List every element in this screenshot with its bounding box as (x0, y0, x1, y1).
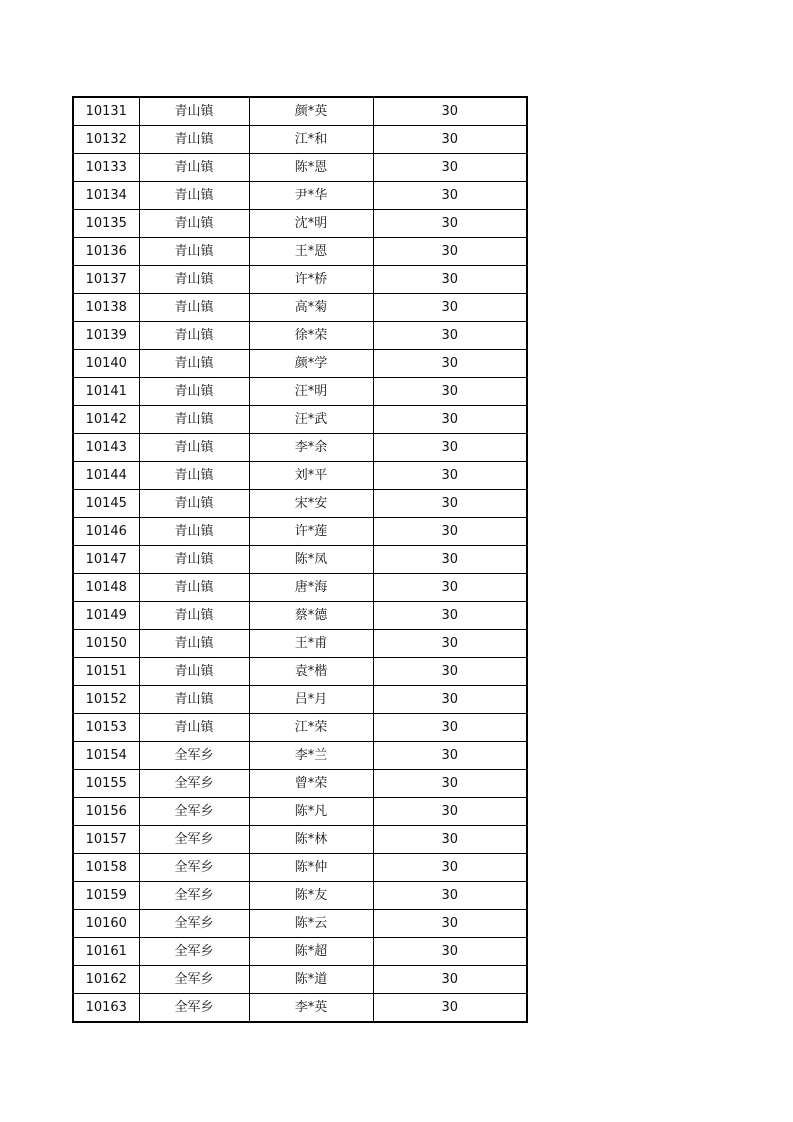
row-id-cell: 10140 (73, 350, 139, 378)
town-cell: 青山镇 (139, 322, 249, 350)
town-cell: 青山镇 (139, 462, 249, 490)
amount-cell: 30 (373, 686, 527, 714)
row-id-cell: 10141 (73, 378, 139, 406)
name-cell: 江*荣 (249, 714, 373, 742)
name-cell: 王*甫 (249, 630, 373, 658)
town-cell: 青山镇 (139, 210, 249, 238)
table-row (73, 994, 527, 1023)
town-cell: 全军乡 (139, 938, 249, 966)
town-cell: 全军乡 (139, 742, 249, 770)
row-id-cell: 10158 (73, 854, 139, 882)
row-id-cell: 10134 (73, 182, 139, 210)
name-cell: 陈*凡 (249, 798, 373, 826)
name-cell: 陈*超 (249, 938, 373, 966)
name-cell: 高*菊 (249, 294, 373, 322)
amount-cell: 30 (373, 97, 527, 126)
row-id-cell: 10155 (73, 770, 139, 798)
amount-cell: 30 (373, 602, 527, 630)
amount-cell: 30 (373, 938, 527, 966)
row-id-cell: 10156 (73, 798, 139, 826)
amount-cell: 30 (373, 266, 527, 294)
table-row (73, 826, 527, 854)
name-cell: 颜*英 (249, 97, 373, 126)
amount-cell: 30 (373, 826, 527, 854)
name-cell: 宋*安 (249, 490, 373, 518)
row-id-cell: 10161 (73, 938, 139, 966)
table-row (73, 462, 527, 490)
row-id-cell: 10154 (73, 742, 139, 770)
amount-cell: 30 (373, 350, 527, 378)
name-cell: 陈*仲 (249, 854, 373, 882)
table-row (73, 714, 527, 742)
name-cell: 颜*学 (249, 350, 373, 378)
amount-cell: 30 (373, 294, 527, 322)
row-id-cell: 10144 (73, 462, 139, 490)
table-row (73, 854, 527, 882)
table-row (73, 966, 527, 994)
amount-cell: 30 (373, 378, 527, 406)
row-id-cell: 10142 (73, 406, 139, 434)
town-cell: 全军乡 (139, 854, 249, 882)
town-cell: 全军乡 (139, 882, 249, 910)
row-id-cell: 10138 (73, 294, 139, 322)
table-row (73, 434, 527, 462)
amount-cell: 30 (373, 182, 527, 210)
town-cell: 全军乡 (139, 770, 249, 798)
row-id-cell: 10150 (73, 630, 139, 658)
name-cell: 陈*凤 (249, 546, 373, 574)
table-row (73, 546, 527, 574)
name-cell: 许*桥 (249, 266, 373, 294)
row-id-cell: 10153 (73, 714, 139, 742)
name-cell: 李*兰 (249, 742, 373, 770)
row-id-cell: 10143 (73, 434, 139, 462)
amount-cell: 30 (373, 742, 527, 770)
amount-cell: 30 (373, 854, 527, 882)
amount-cell: 30 (373, 658, 527, 686)
table-row (73, 938, 527, 966)
amount-cell: 30 (373, 154, 527, 182)
name-cell: 袁*楷 (249, 658, 373, 686)
amount-cell: 30 (373, 798, 527, 826)
table-row (73, 490, 527, 518)
name-cell: 江*和 (249, 126, 373, 154)
amount-cell: 30 (373, 574, 527, 602)
table-row (73, 406, 527, 434)
town-cell: 青山镇 (139, 378, 249, 406)
town-cell: 青山镇 (139, 630, 249, 658)
town-cell: 青山镇 (139, 434, 249, 462)
town-cell: 青山镇 (139, 294, 249, 322)
name-cell: 吕*月 (249, 686, 373, 714)
table-row (73, 210, 527, 238)
row-id-cell: 10133 (73, 154, 139, 182)
town-cell: 青山镇 (139, 574, 249, 602)
amount-cell: 30 (373, 126, 527, 154)
row-id-cell: 10163 (73, 994, 139, 1023)
town-cell: 青山镇 (139, 266, 249, 294)
name-cell: 李*英 (249, 994, 373, 1023)
amount-cell: 30 (373, 546, 527, 574)
table-row (73, 266, 527, 294)
table-row (73, 770, 527, 798)
town-cell: 青山镇 (139, 238, 249, 266)
amount-cell: 30 (373, 322, 527, 350)
town-cell: 全军乡 (139, 826, 249, 854)
table-row (73, 798, 527, 826)
amount-cell: 30 (373, 518, 527, 546)
name-cell: 唐*海 (249, 574, 373, 602)
name-cell: 汪*武 (249, 406, 373, 434)
amount-cell: 30 (373, 966, 527, 994)
amount-cell: 30 (373, 714, 527, 742)
town-cell: 青山镇 (139, 602, 249, 630)
row-id-cell: 10148 (73, 574, 139, 602)
table-row (73, 742, 527, 770)
amount-cell: 30 (373, 910, 527, 938)
row-id-cell: 10151 (73, 658, 139, 686)
amount-cell: 30 (373, 238, 527, 266)
name-cell: 许*莲 (249, 518, 373, 546)
town-cell: 青山镇 (139, 546, 249, 574)
name-cell: 尹*华 (249, 182, 373, 210)
town-cell: 青山镇 (139, 126, 249, 154)
row-id-cell: 10137 (73, 266, 139, 294)
table-row (73, 238, 527, 266)
town-cell: 青山镇 (139, 658, 249, 686)
row-id-cell: 10146 (73, 518, 139, 546)
amount-cell: 30 (373, 994, 527, 1023)
table-row (73, 910, 527, 938)
name-cell: 汪*明 (249, 378, 373, 406)
table-row (73, 97, 527, 126)
name-cell: 陈*道 (249, 966, 373, 994)
amount-cell: 30 (373, 462, 527, 490)
table-row (73, 602, 527, 630)
town-cell: 全军乡 (139, 910, 249, 938)
row-id-cell: 10131 (73, 97, 139, 126)
amount-cell: 30 (373, 630, 527, 658)
table-row (73, 658, 527, 686)
table-row (73, 294, 527, 322)
name-cell: 曾*荣 (249, 770, 373, 798)
table-row (73, 882, 527, 910)
table-row (73, 686, 527, 714)
town-cell: 青山镇 (139, 97, 249, 126)
name-cell: 沈*明 (249, 210, 373, 238)
table-row (73, 574, 527, 602)
row-id-cell: 10159 (73, 882, 139, 910)
town-cell: 全军乡 (139, 798, 249, 826)
amount-cell: 30 (373, 406, 527, 434)
name-cell: 陈*友 (249, 882, 373, 910)
name-cell: 李*余 (249, 434, 373, 462)
name-cell: 徐*荣 (249, 322, 373, 350)
town-cell: 青山镇 (139, 686, 249, 714)
row-id-cell: 10157 (73, 826, 139, 854)
row-id-cell: 10162 (73, 966, 139, 994)
row-id-cell: 10145 (73, 490, 139, 518)
name-cell: 王*恩 (249, 238, 373, 266)
town-cell: 青山镇 (139, 154, 249, 182)
data-table (72, 96, 528, 1023)
row-id-cell: 10152 (73, 686, 139, 714)
amount-cell: 30 (373, 210, 527, 238)
row-id-cell: 10149 (73, 602, 139, 630)
name-cell: 刘*平 (249, 462, 373, 490)
town-cell: 青山镇 (139, 406, 249, 434)
town-cell: 青山镇 (139, 350, 249, 378)
table-row (73, 378, 527, 406)
amount-cell: 30 (373, 882, 527, 910)
town-cell: 青山镇 (139, 490, 249, 518)
name-cell: 蔡*德 (249, 602, 373, 630)
row-id-cell: 10136 (73, 238, 139, 266)
name-cell: 陈*林 (249, 826, 373, 854)
amount-cell: 30 (373, 434, 527, 462)
table-row (73, 126, 527, 154)
name-cell: 陈*云 (249, 910, 373, 938)
row-id-cell: 10139 (73, 322, 139, 350)
town-cell: 青山镇 (139, 518, 249, 546)
table-row (73, 518, 527, 546)
table-body (73, 97, 527, 1022)
table-row (73, 350, 527, 378)
town-cell: 青山镇 (139, 714, 249, 742)
town-cell: 全军乡 (139, 966, 249, 994)
town-cell: 青山镇 (139, 182, 249, 210)
row-id-cell: 10135 (73, 210, 139, 238)
town-cell: 全军乡 (139, 994, 249, 1023)
row-id-cell: 10160 (73, 910, 139, 938)
amount-cell: 30 (373, 490, 527, 518)
amount-cell: 30 (373, 770, 527, 798)
table-row (73, 630, 527, 658)
table-row (73, 154, 527, 182)
row-id-cell: 10147 (73, 546, 139, 574)
row-id-cell: 10132 (73, 126, 139, 154)
table-row (73, 322, 527, 350)
name-cell: 陈*恩 (249, 154, 373, 182)
table-row (73, 182, 527, 210)
